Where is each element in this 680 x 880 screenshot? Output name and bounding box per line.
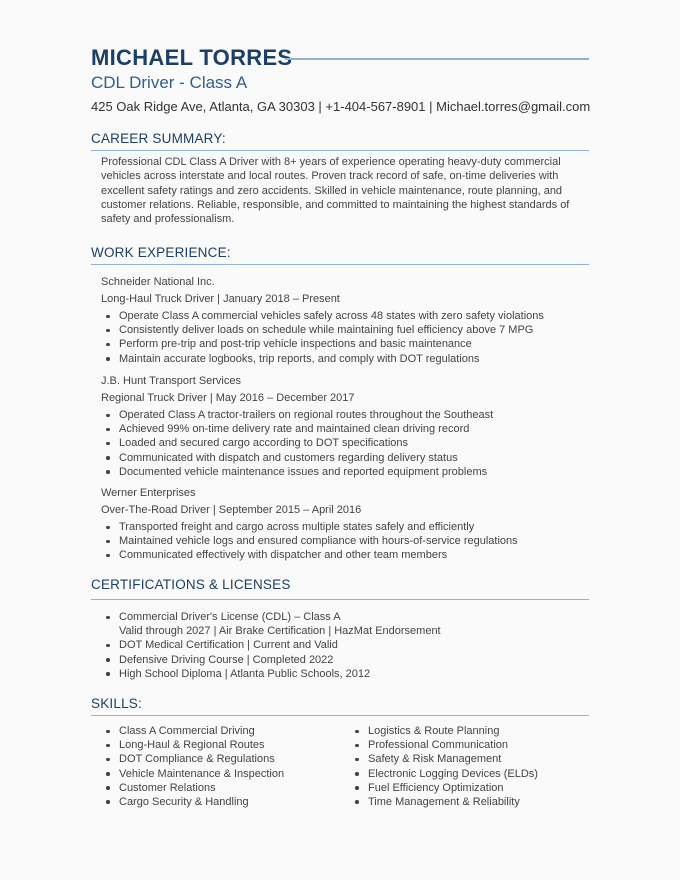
section-heading-summary: CAREER SUMMARY: (91, 131, 226, 146)
list-item: Fuel Efficiency Optimization (350, 781, 590, 795)
list-item: Consistently deliver loads on schedule while maintaining fuel efficiency above 7 MPG (101, 323, 591, 337)
list-item: DOT Medical Certification | Current and Valid (101, 638, 591, 652)
list-item: High School Diploma | Atlanta Public Schools, 2012 (101, 667, 591, 681)
section-heading-certifications: CERTIFICATIONS & LICENSES (91, 577, 291, 592)
list-item: Cargo Security & Handling (101, 795, 341, 809)
list-item: Documented vehicle maintenance issues and reported equipment problems (101, 465, 591, 479)
job-entry (101, 486, 591, 563)
skills-bullets (101, 724, 341, 809)
list-item: Long-Haul & Regional Routes (101, 738, 341, 752)
list-item: Class A Commercial Driving (101, 724, 341, 738)
list-item: Maintained vehicle logs and ensured compliance with hours-of-service regulations (101, 534, 591, 548)
list-item: Time Management & Reliability (350, 795, 590, 809)
certifications-list (101, 610, 591, 681)
list-item: Communicated with dispatch and customers regarding delivery status (101, 451, 591, 465)
job-role: Over-The-Road Driver | September 2015 – April 2016 (101, 504, 362, 516)
section-divider (91, 264, 589, 265)
list-item: Communicated effectively with dispatcher and other team members (101, 548, 591, 562)
list-item: DOT Compliance & Regulations (101, 752, 341, 766)
section-heading-experience: WORK EXPERIENCE: (91, 245, 231, 260)
list-item: Defensive Driving Course | Completed 2022 (101, 653, 591, 667)
skills-column-right (350, 724, 590, 809)
job-role: Regional Truck Driver | May 2016 – December 2017 (101, 392, 355, 404)
skills-column-left (101, 724, 341, 809)
job-entry (101, 374, 591, 479)
section-divider (91, 599, 589, 600)
list-item: Operated Class A tractor-trailers on regional routes throughout the Southeast (101, 408, 591, 422)
list-item: Vehicle Maintenance & Inspection (101, 767, 341, 781)
list-item: Safety & Risk Management (350, 752, 590, 766)
list-item: Operate Class A commercial vehicles safely across 48 states with zero safety violations (101, 309, 591, 323)
job-bullets (101, 408, 591, 479)
company-name: J.B. Hunt Transport Services (101, 375, 241, 387)
company-name: Schneider National Inc. (101, 276, 215, 288)
job-bullets (101, 520, 591, 563)
list-item: Professional Communication (350, 738, 590, 752)
candidate-name: MICHAEL TORRES (91, 45, 293, 70)
section-divider (91, 150, 589, 151)
list-item: Loaded and secured cargo according to DOT specifications (101, 436, 591, 450)
list-item: Transported freight and cargo across multiple states safely and efficiently (101, 520, 591, 534)
list-item: Commercial Driver's License (CDL) – Class A (101, 610, 591, 624)
list-item: Logistics & Route Planning (350, 724, 590, 738)
list-item-continuation: Valid through 2027 | Air Brake Certification | HazMat Endorsement (119, 625, 441, 638)
section-divider (91, 715, 589, 716)
job-bullets (101, 309, 591, 366)
job-title: CDL Driver - Class A (91, 73, 248, 92)
job-role: Long-Haul Truck Driver | January 2018 – Present (101, 293, 340, 305)
list-item: Electronic Logging Devices (ELDs) (350, 767, 590, 781)
list-item: Customer Relations (101, 781, 341, 795)
company-name: Werner Enterprises (101, 487, 196, 499)
header-divider (285, 58, 589, 60)
list-item: Achieved 99% on-time delivery rate and maintained clean driving record (101, 422, 591, 436)
section-heading-skills: SKILLS: (91, 696, 142, 711)
skills-bullets (350, 724, 590, 809)
list-item: Maintain accurate logbooks, trip reports, and comply with DOT regulations (101, 352, 591, 366)
contact-info: 425 Oak Ridge Ave, Atlanta, GA 30303 | +1-404-567-8901 | Michael.torres@gmail.com (91, 99, 591, 114)
list-item: Perform pre-trip and post-trip vehicle inspections and basic maintenance (101, 337, 591, 351)
summary-text: Professional CDL Class A Driver with 8+ years of experience operating heavy-duty commercial vehicles across interstate and local routes. Proven track record of safe, on-time deliveries with excellent safety ratings and zero accidents. Skilled in vehicle maintenance, route planning, and customer relations. Reliable, responsible, and committed to maintaining the highest standards of safety and professionalism. (101, 156, 570, 226)
cert-bullets (101, 610, 591, 681)
job-entry (101, 275, 591, 366)
